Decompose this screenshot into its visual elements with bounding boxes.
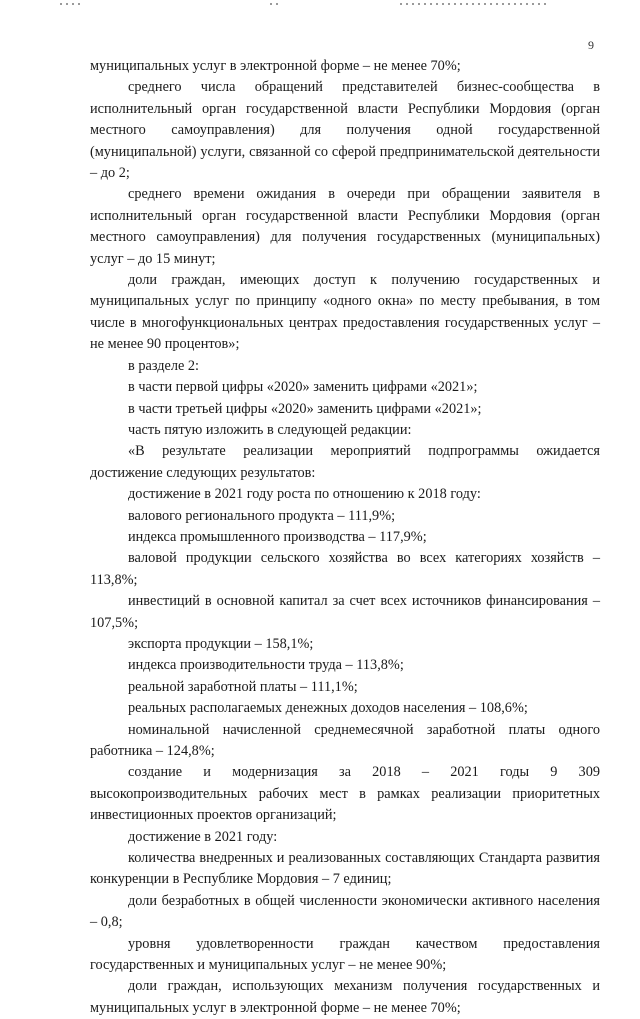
paragraph: экспорта продукции – 158,1%; (128, 635, 314, 652)
paragraph: в части третьей цифры «2020» заменить цифрами «2021»; (128, 400, 482, 417)
paragraph: «В результате реализации мероприятий подпрограммы ожидается достижение следующих результатов: (90, 443, 600, 481)
paragraph: доли граждан, использующих механизм получения государственных и муниципальных услуг в электронной форме – не менее 70%; (90, 978, 600, 1016)
paragraph: достижение в 2021 году: (128, 828, 278, 845)
paragraph: количества внедренных и реализованных составляющих Стандарта развития конкуренции в Республике Мордовия – 7 единиц; (90, 850, 600, 888)
paragraph: достижение в 2021 году роста по отношению к 2018 году: (128, 486, 481, 503)
paragraph: часть пятую изложить в следующей редакции: (128, 421, 412, 438)
document-body (90, 56, 600, 1019)
paragraph: в части первой цифры «2020» заменить цифрами «2021»; (128, 379, 478, 396)
paragraph: среднего числа обращений представителей бизнес-сообщества в исполнительный орган государственной власти Республики Мордовия (орган местного самоуправления) для получения одной государственной (муниципальной) услуги, связанной со сферой предпринимательской деятельности – до 2; (90, 79, 600, 182)
paragraph: валового регионального продукта – 111,9%; (128, 507, 396, 524)
paragraph: номинальной начисленной среднемесячной заработной платы одного работника – 124,8%; (90, 721, 600, 759)
paragraph: доли безработных в общей численности экономически активного населения – 0,8; (90, 892, 600, 931)
paragraph: в разделе 2: (128, 357, 200, 374)
paragraph: инвестиций в основной капитал за счет всех источников финансирования – 107,5%; (90, 593, 600, 631)
paragraph: среднего времени ожидания в очереди при обращении заявителя в исполнительный орган государственной власти Республики Мордовия (орган местного самоуправления) для получения государственных (муниципальных) услуг – до 15 минут; (90, 186, 600, 267)
paragraph: уровня удовлетворенности граждан качеством предоставления государственных и муниципальных услуг – не менее 90%; (90, 935, 600, 974)
paragraph: доли граждан, имеющих доступ к получению государственных и муниципальных услуг по принципу «одного окна» по месту пребывания, в том числе в многофункциональных центрах предоставления государственных услуг – не менее 90 процентов»; (90, 272, 600, 353)
paragraph: реальной заработной платы – 111,1%; (128, 678, 358, 695)
paragraph: муниципальных услуг в электронной форме – не менее 70%; (90, 58, 461, 74)
page-number: 9 (588, 38, 594, 52)
paragraph: индекса промышленного производства – 117,9%; (128, 528, 427, 545)
paragraph: реальных располагаемых денежных доходов населения – 108,6%; (128, 700, 528, 717)
paragraph: создание и модернизация за 2018 – 2021 годы 9 309 высокопроизводительных рабочих мест в рамках реализации приоритетных инвестиционных проектов организаций; (90, 764, 600, 824)
paragraph: индекса производительности труда – 113,8%; (128, 657, 404, 674)
paragraph: валовой продукции сельского хозяйства во всех категориях хозяйств – 113,8%; (90, 550, 600, 588)
scan-artifact-top (0, 0, 640, 8)
